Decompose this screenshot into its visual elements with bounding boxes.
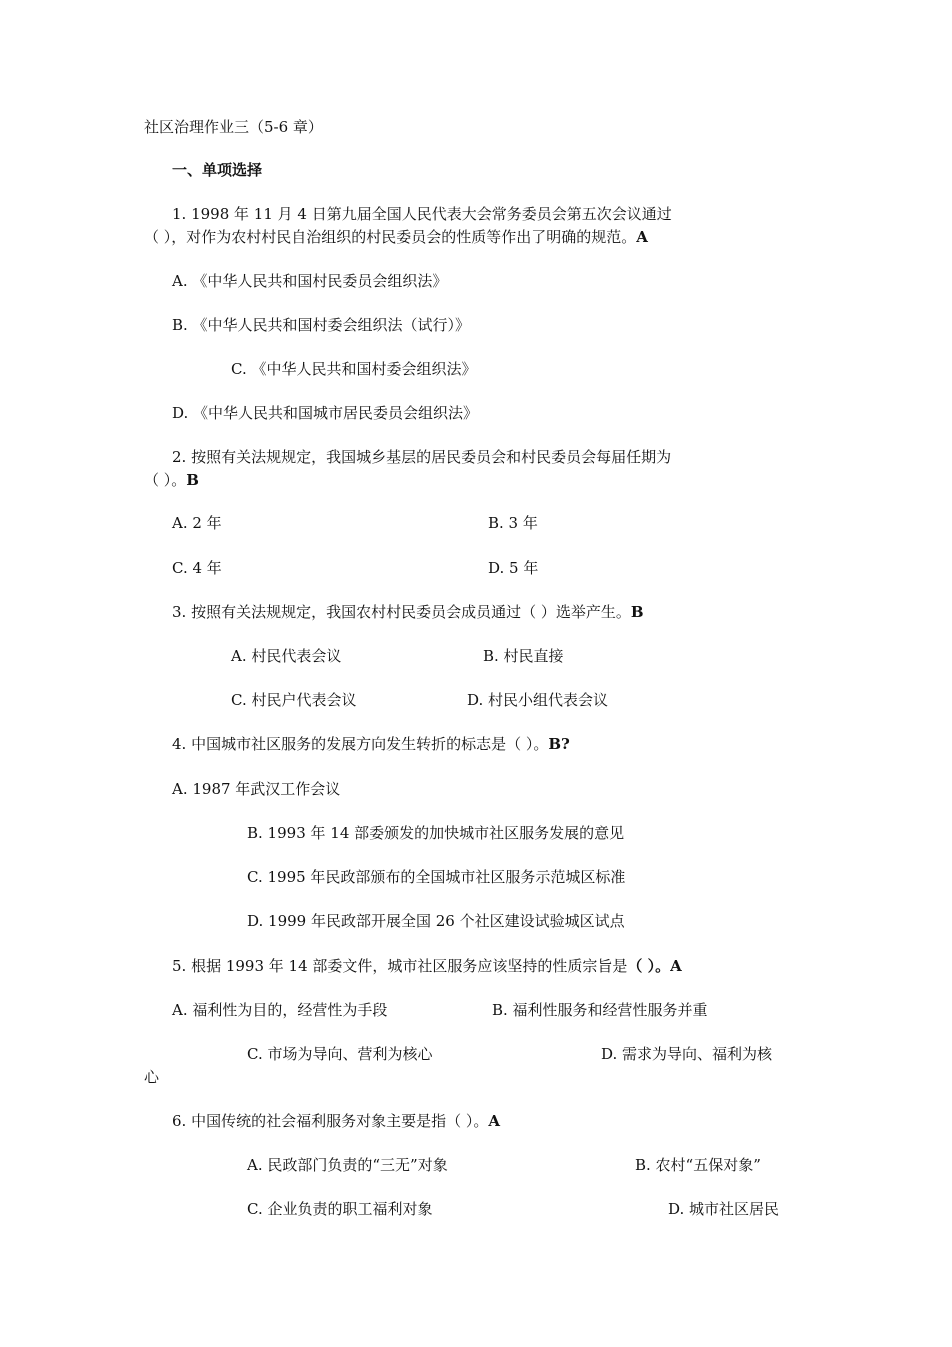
q4-option-d: D. 1999 年民政部开展全国 26 个社区建设试验城区试点 bbox=[247, 912, 625, 930]
q4-stem-text: 4. 中国城市社区服务的发展方向发生转折的标志是（ ）。 bbox=[172, 735, 549, 753]
q6-option-d: D. 城市社区居民 bbox=[668, 1200, 780, 1218]
q1-option-b: B. 《中华人民共和国村委会组织法（试行）》 bbox=[172, 316, 471, 334]
q6-stem-text: 6. 中国传统的社会福利服务对象主要是指（ ）。 bbox=[172, 1112, 489, 1130]
q3-option-c: C. 村民户代表会议 bbox=[231, 691, 357, 709]
q1-stem-text: （ ），对作为农村村民自治组织的村民委员会的性质等作出了明确的规范。 bbox=[144, 228, 637, 246]
q2-option-c: C. 4 年 bbox=[172, 559, 222, 577]
q2-option-b: B. 3 年 bbox=[488, 514, 538, 532]
q3-stem-text: 3. 按照有关法规规定，我国农村村民委员会成员通过（ ）选举产生。 bbox=[172, 603, 631, 621]
q5-option-a: A. 福利性为目的，经营性为手段 bbox=[172, 1001, 388, 1019]
q6-option-b: B. 农村“五保对象” bbox=[635, 1156, 761, 1174]
q3-stem bbox=[172, 602, 644, 622]
q4-option-a: A. 1987 年武汉工作会议 bbox=[172, 780, 341, 798]
q3-option-d: D. 村民小组代表会议 bbox=[467, 691, 609, 709]
q3-answer: B bbox=[630, 603, 644, 621]
q3-option-a: A. 村民代表会议 bbox=[231, 647, 342, 665]
q2-option-d: D. 5 年 bbox=[488, 559, 539, 577]
q5-option-c: C. 市场为导向、营利为核心 bbox=[247, 1045, 433, 1063]
q6-stem bbox=[172, 1111, 500, 1131]
q1-answer: A bbox=[636, 228, 648, 246]
q2-answer: B bbox=[186, 471, 199, 489]
q5-answer: A bbox=[670, 957, 682, 975]
q1-stem-line1: 1. 1998 年 11 月 4 日第九届全国人民代表大会常务委员会第五次会议通过 bbox=[172, 205, 672, 223]
q5-blank: （ ）。 bbox=[627, 957, 671, 975]
q4-option-b: B. 1993 年 14 部委颁发的加快城市社区服务发展的意见 bbox=[247, 824, 625, 842]
q1-option-a: A. 《中华人民共和国村民委员会组织法》 bbox=[172, 272, 448, 290]
q2-stem-line2 bbox=[144, 470, 199, 490]
q6-answer: A bbox=[488, 1112, 500, 1130]
q6-option-a: A. 民政部门负责的“三无”对象 bbox=[247, 1156, 448, 1174]
q2-stem-line1: 2. 按照有关法规规定，我国城乡基层的居民委员会和村民委员会每届任期为 bbox=[172, 448, 672, 466]
q5-stem-text: 5. 根据 1993 年 14 部委文件，城市社区服务应该坚持的性质宗旨是 bbox=[172, 957, 628, 975]
section-heading: 一、单项选择 bbox=[172, 161, 263, 179]
doc-title: 社区治理作业三（5-6 章） bbox=[144, 118, 323, 136]
q2-option-a: A. 2 年 bbox=[172, 514, 222, 532]
q5-option-d-wrap: 心 bbox=[144, 1068, 160, 1086]
q4-option-c: C. 1995 年民政部颁布的全国城市社区服务示范城区标准 bbox=[247, 868, 626, 886]
q1-option-c: C. 《中华人民共和国村委会组织法》 bbox=[231, 360, 477, 378]
q4-stem bbox=[172, 734, 570, 754]
q5-stem bbox=[172, 956, 682, 976]
q5-option-b: B. 福利性服务和经营性服务并重 bbox=[492, 1001, 708, 1019]
q2-stem-text: （ ）。 bbox=[144, 471, 187, 489]
q6-option-c: C. 企业负责的职工福利对象 bbox=[247, 1200, 433, 1218]
q5-option-d: D. 需求为导向、福利为核 bbox=[601, 1045, 773, 1063]
q1-stem-line2 bbox=[144, 227, 648, 247]
q4-answer: B? bbox=[548, 735, 570, 753]
q1-option-d: D. 《中华人民共和国城市居民委员会组织法》 bbox=[172, 404, 479, 422]
q3-option-b: B. 村民直接 bbox=[483, 647, 564, 665]
